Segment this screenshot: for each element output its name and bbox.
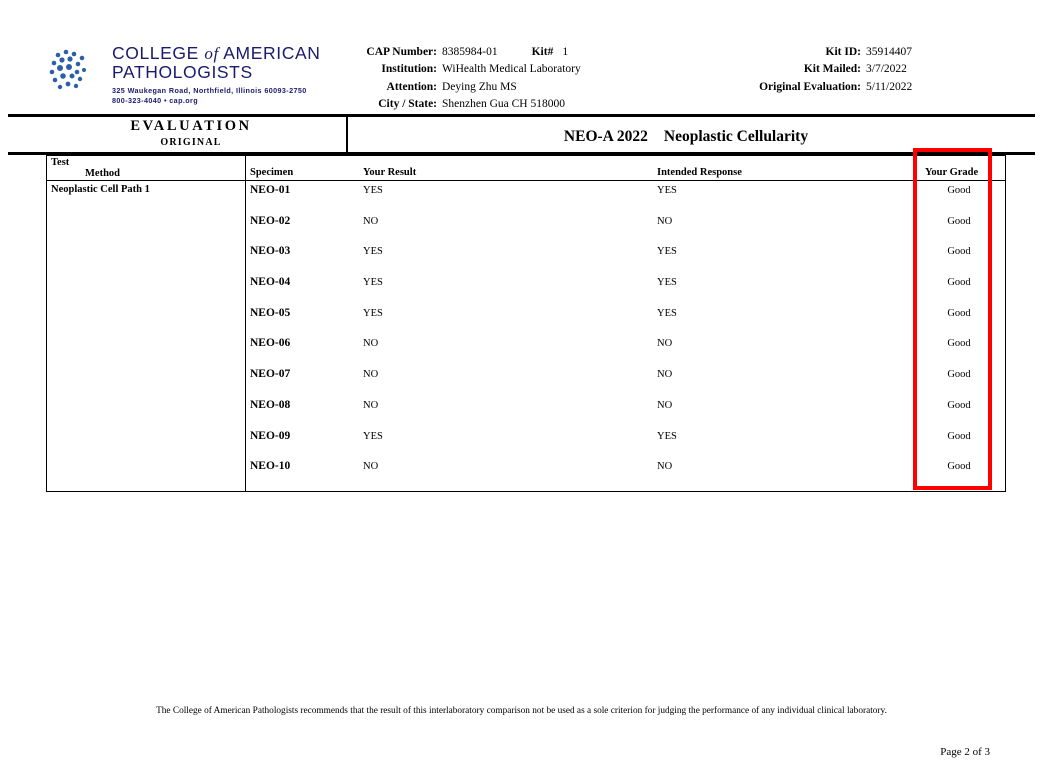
table-row bbox=[47, 366, 1005, 397]
survey-title bbox=[356, 128, 1016, 146]
cell-your-result: YES bbox=[363, 185, 383, 196]
attention-row bbox=[351, 79, 661, 96]
cell-your-grade: Good bbox=[947, 461, 971, 473]
cell-your-result: NO bbox=[363, 338, 379, 350]
table-row bbox=[47, 428, 1005, 459]
cell-your-grade: Good bbox=[947, 215, 971, 227]
cell-specimen: NEO-10 bbox=[250, 460, 291, 473]
city-state-row bbox=[351, 96, 661, 113]
cell-intended-response: NO bbox=[657, 338, 673, 350]
method-name: Neoplastic Cell Path 1 bbox=[51, 184, 150, 195]
cap-number-label: CAP Number: bbox=[366, 46, 437, 58]
table-row bbox=[47, 335, 1005, 366]
cell-intended-response: NO bbox=[657, 215, 673, 227]
kit-hash-label: Kit# bbox=[531, 46, 554, 58]
table-row bbox=[47, 305, 1005, 336]
cell-intended-response: NO bbox=[657, 399, 673, 411]
institution-row bbox=[351, 61, 661, 78]
cell-intended-response: YES bbox=[657, 307, 677, 319]
cell-your-result: NO bbox=[363, 215, 379, 227]
table-row bbox=[47, 213, 1005, 244]
cell-specimen: NEO-03 bbox=[250, 245, 291, 258]
page-number: Page 2 of 3 bbox=[940, 746, 990, 758]
cell-your-result: YES bbox=[363, 430, 383, 442]
cell-intended-response: YES bbox=[657, 277, 677, 289]
cap-address-line1: 325 Waukegan Road, Northfield, Illinois 60093-2750 bbox=[112, 86, 307, 95]
institution-label: Institution: bbox=[381, 63, 437, 76]
cell-specimen: NEO-02 bbox=[250, 214, 291, 227]
kit-id-block bbox=[701, 44, 1006, 96]
report-header bbox=[46, 34, 1006, 112]
attention-label: Attention: bbox=[386, 80, 437, 93]
cell-your-result: YES bbox=[363, 307, 383, 319]
cell-intended-response: NO bbox=[657, 461, 673, 473]
cap-number-row bbox=[351, 44, 661, 61]
column-header-specimen: Specimen bbox=[250, 167, 294, 178]
cell-specimen: NEO-06 bbox=[250, 337, 291, 350]
survey-name: Neoplastic Cellularity bbox=[663, 128, 809, 145]
cell-your-result: NO bbox=[363, 461, 379, 473]
banner-divider bbox=[346, 114, 348, 154]
original-evaluation-label: Original Evaluation: bbox=[759, 80, 861, 93]
cell-your-grade: Good bbox=[947, 369, 971, 381]
cap-name-line2: PATHOLOGISTS bbox=[112, 62, 253, 82]
kit-mailed-row bbox=[701, 61, 1006, 78]
cell-intended-response: NO bbox=[657, 369, 673, 381]
cell-intended-response: YES bbox=[657, 430, 677, 442]
cell-your-grade: Good bbox=[947, 277, 971, 289]
table-row bbox=[47, 243, 1005, 274]
cell-specimen: NEO-01 bbox=[250, 184, 291, 196]
cell-specimen: NEO-08 bbox=[250, 398, 291, 411]
footer-disclaimer: The College of American Pathologists recommends that the result of this interlaboratory comparison not be used as a sole criterion for judging the performance of any individual clinical laboratory. bbox=[156, 706, 887, 716]
kit-id-row bbox=[701, 44, 1006, 61]
cap-logo-text bbox=[112, 44, 352, 106]
banner-top-rule bbox=[8, 114, 1035, 117]
cell-intended-response: YES bbox=[657, 246, 677, 258]
cell-your-grade: Good bbox=[947, 307, 971, 319]
cell-your-result: NO bbox=[363, 399, 379, 411]
column-header-your-grade: Your Grade bbox=[925, 167, 979, 178]
kit-info-block bbox=[351, 44, 661, 113]
cell-your-grade: Good bbox=[947, 185, 971, 196]
cell-your-grade: Good bbox=[947, 338, 971, 350]
header-rule bbox=[47, 180, 1005, 181]
cell-your-grade: Good bbox=[947, 430, 971, 442]
kit-id-label: Kit ID: bbox=[825, 46, 861, 58]
column-header-your-result: Your Result bbox=[363, 167, 417, 178]
table-body bbox=[47, 182, 1005, 489]
evaluation-subtitle: ORIGINAL bbox=[160, 137, 222, 148]
table-row bbox=[47, 274, 1005, 305]
cell-your-result: YES bbox=[363, 246, 383, 258]
cell-your-result: NO bbox=[363, 369, 379, 381]
cap-number-value: 8385984-01 bbox=[442, 46, 498, 58]
results-table bbox=[46, 155, 1006, 492]
survey-code: NEO-A 2022 bbox=[563, 128, 648, 145]
column-header-test: Test bbox=[51, 157, 70, 168]
cap-name-line1: COLLEGE of AMERICAN bbox=[112, 43, 321, 63]
original-evaluation-row bbox=[701, 79, 1006, 96]
column-header-method: Method bbox=[85, 168, 120, 179]
cell-your-grade: Good bbox=[947, 246, 971, 258]
city-state-value: Shenzhen Gua CH 518000 bbox=[442, 97, 565, 110]
original-evaluation-value: 5/11/2022 bbox=[866, 80, 913, 93]
table-row bbox=[47, 397, 1005, 428]
evaluation-title: EVALUATION bbox=[130, 118, 252, 134]
kit-hash-value: 1 bbox=[562, 46, 569, 58]
kit-mailed-value: 3/7/2022 bbox=[866, 63, 907, 76]
cell-intended-response: YES bbox=[657, 185, 677, 196]
cell-specimen: NEO-04 bbox=[250, 276, 291, 289]
column-header-intended-response: Intended Response bbox=[657, 167, 742, 178]
kit-id-value: 35914407 bbox=[866, 46, 912, 58]
cell-specimen: NEO-05 bbox=[250, 306, 291, 319]
cell-specimen: NEO-09 bbox=[250, 429, 291, 442]
attention-value: Deying Zhu MS bbox=[442, 80, 517, 93]
institution-value: WiHealth Medical Laboratory bbox=[442, 63, 581, 76]
cap-logo-mark-icon bbox=[48, 46, 104, 96]
city-state-label: City / State: bbox=[378, 97, 437, 110]
table-row bbox=[47, 182, 1005, 213]
cell-your-grade: Good bbox=[947, 399, 971, 411]
cell-specimen: NEO-07 bbox=[250, 368, 291, 381]
cap-address-line2: 800-323-4040 • cap.org bbox=[112, 96, 199, 105]
table-row bbox=[47, 458, 1005, 489]
cell-your-result: YES bbox=[363, 277, 383, 289]
kit-mailed-label: Kit Mailed: bbox=[803, 63, 861, 76]
